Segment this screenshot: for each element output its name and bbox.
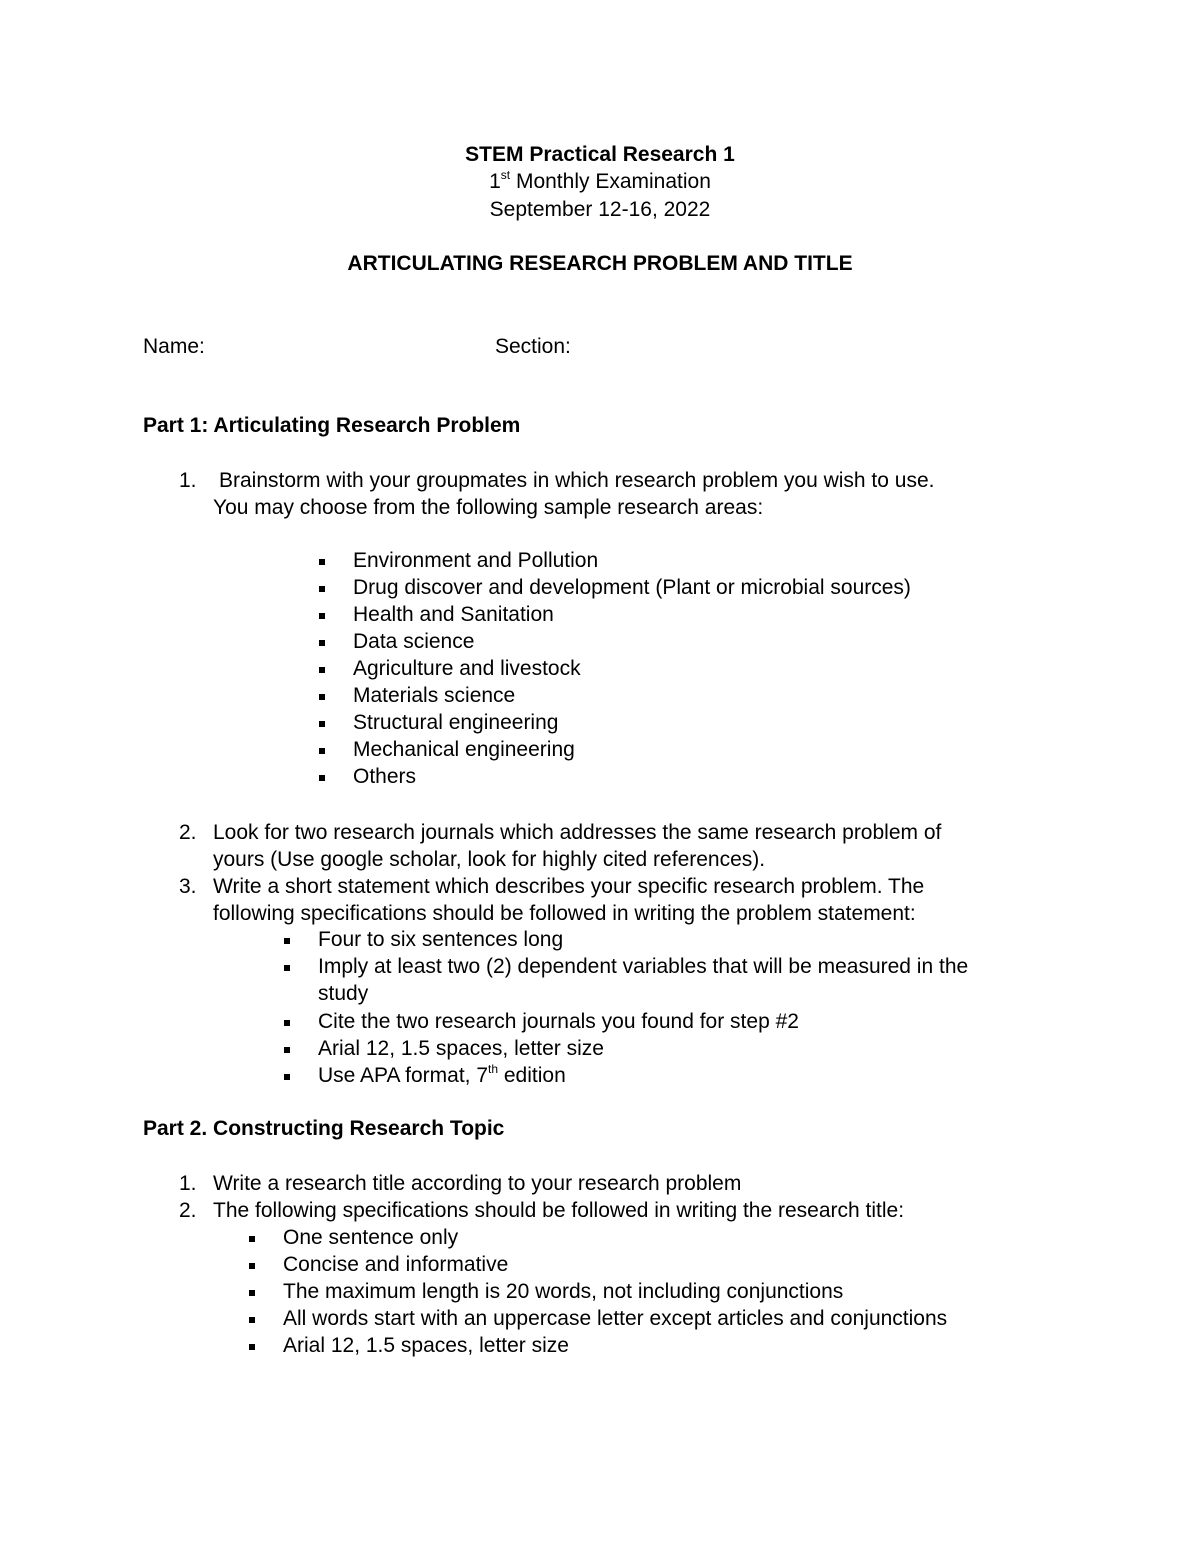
- part2-item1-number: 1.: [179, 1172, 197, 1195]
- list-item: Drug discover and development (Plant or microbial sources): [353, 576, 911, 599]
- list-item: Mechanical engineering: [353, 738, 575, 761]
- bullet-icon: [319, 613, 325, 619]
- part2-item1-text: Write a research title according to your research problem: [213, 1172, 742, 1195]
- part1-item1-line2: You may choose from the following sample research areas:: [213, 496, 764, 519]
- bullet-icon: [319, 748, 325, 754]
- bullet-icon: [319, 640, 325, 646]
- list-item: Four to six sentences long: [318, 928, 564, 951]
- list-item-continuation: study: [318, 982, 369, 1005]
- part1-item1-line1: Brainstorm with your groupmates in which research problem you wish to use.: [219, 469, 935, 492]
- part2-heading: Part 2. Constructing Research Topic: [143, 1117, 505, 1140]
- section-label: Section:: [495, 335, 571, 358]
- list-item: Others: [353, 765, 417, 788]
- part1-item3-line2: following specifications should be followed in writing the problem statement:: [213, 902, 916, 925]
- document-title: ARTICULATING RESEARCH PROBLEM AND TITLE: [347, 252, 853, 275]
- list-item: Cite the two research journals you found for step #2: [318, 1010, 799, 1033]
- bullet-icon: [249, 1290, 255, 1296]
- list-item: Materials science: [353, 684, 516, 707]
- part2-item2-text: The following specifications should be followed in writing the research title:: [213, 1199, 905, 1222]
- list-item: Concise and informative: [283, 1253, 509, 1276]
- bullet-icon: [284, 1047, 290, 1053]
- part1-item2-line2: yours (Use google scholar, look for highly cited references).: [213, 848, 766, 871]
- part2-item2-number: 2.: [179, 1199, 197, 1222]
- bullet-icon: [249, 1263, 255, 1269]
- list-item: Arial 12, 1.5 spaces, letter size: [318, 1037, 604, 1060]
- part1-item1-number: 1.: [179, 469, 197, 492]
- list-item: Structural engineering: [353, 711, 559, 734]
- bullet-icon: [319, 721, 325, 727]
- list-item: Data science: [353, 630, 475, 653]
- bullet-icon: [319, 586, 325, 592]
- list-item: Environment and Pollution: [353, 549, 599, 572]
- part1-heading: Part 1: Articulating Research Problem: [143, 414, 521, 437]
- bullet-icon: [319, 775, 325, 781]
- bullet-icon: [284, 938, 290, 944]
- bullet-icon: [249, 1317, 255, 1323]
- bullet-icon: [249, 1236, 255, 1242]
- list-item: Health and Sanitation: [353, 603, 554, 626]
- bullet-icon: [319, 694, 325, 700]
- part1-item3-line1: Write a short statement which describes your specific research problem. The: [213, 875, 925, 898]
- list-item: Arial 12, 1.5 spaces, letter size: [283, 1334, 569, 1357]
- bullet-icon: [249, 1344, 255, 1350]
- course-title: STEM Practical Research 1: [465, 143, 735, 166]
- part1-item3-number: 3.: [179, 875, 197, 898]
- bullet-icon: [319, 667, 325, 673]
- bullet-icon: [284, 1020, 290, 1026]
- list-item: The maximum length is 20 words, not including conjunctions: [283, 1280, 844, 1303]
- part1-item2-line1: Look for two research journals which addresses the same research problem of: [213, 821, 942, 844]
- bullet-icon: [284, 965, 290, 971]
- exam-title: 1st Monthly Examination: [489, 168, 711, 193]
- bullet-icon: [319, 559, 325, 565]
- name-label: Name:: [143, 335, 205, 358]
- exam-dates: September 12-16, 2022: [489, 198, 711, 221]
- part1-item2-number: 2.: [179, 821, 197, 844]
- bullet-icon: [284, 1074, 290, 1080]
- list-item: One sentence only: [283, 1226, 459, 1249]
- list-item: All words start with an uppercase letter except articles and conjunctions: [283, 1307, 948, 1330]
- list-item: Imply at least two (2) dependent variables that will be measured in the: [318, 955, 969, 978]
- list-item: Agriculture and livestock: [353, 657, 581, 680]
- list-item: Use APA format, 7th edition: [318, 1062, 566, 1087]
